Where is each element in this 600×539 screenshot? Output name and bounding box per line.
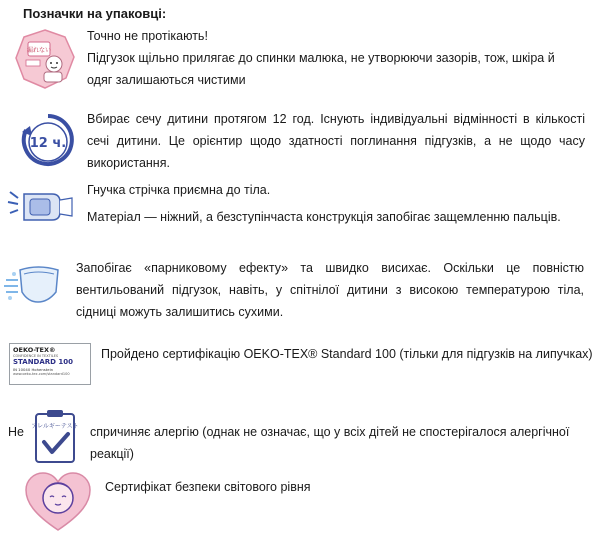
item-text-no-leak: Підгузок щільно прилягає до спинки малюка, не утворюючи зазорів, тож, шкіра й одяг залишаються чистими — [87, 51, 555, 87]
svg-text:漏れない: 漏れない — [26, 47, 52, 54]
item-line1-elastic: Гнучка стрічка приємна до тіла. — [87, 183, 271, 197]
oeko-tex-sub: CONFIDENCE IN TEXTILES — [13, 354, 59, 358]
item-text-safety-cert: Сертифікат безпеки світового рівня — [105, 480, 311, 494]
oeko-tex-title: OEKO-TEX® — [13, 346, 56, 354]
item-text-breathable: Запобігає «парниковому ефекту» та швидко висихає. Оскільки це повністю вентильований підгузок, навіть, у спітнілої дитини з високою температурою тіла, сідниці можуть залишитись сухими. — [76, 261, 584, 319]
breathable-diaper-icon — [4, 262, 66, 311]
heart-baby-icon — [24, 470, 92, 539]
item-text-oeko-tex: Пройдено сертифікацію OEKO-TEX® Standard 100 (тільки для підгузків на липучках) — [101, 347, 593, 361]
12-hours-clock-icon — [20, 112, 76, 173]
allergy-tested-clipboard-icon — [32, 408, 78, 469]
no-leak-badge-icon — [14, 28, 76, 95]
svg-text:12 ч.: 12 ч. — [29, 136, 67, 151]
item-prefix-allergy: Не — [8, 425, 24, 439]
oeko-tex-label-icon — [9, 343, 91, 385]
oeko-tex-code: IN 10040 Hohenstein — [13, 367, 54, 372]
oeko-tex-standard: STANDARD 100 — [13, 358, 74, 366]
oeko-tex-url: www.oeko-tex.com/standard100 — [13, 372, 70, 376]
item-title-no-leak: Точно не протікають! — [87, 29, 208, 43]
elastic-tape-icon — [4, 186, 74, 231]
item-text-12-hours: Вбирає сечу дитини протягом 12 год. Існують індивідуальні відмінності в кількості сечі дитини. Це орієнтир щодо здатності поглинання підгузків, а не щодо часу використання. — [87, 112, 585, 170]
section-heading: Позначки на упаковці: — [23, 6, 167, 21]
svg-text:アレルギーテスト: アレルギーテスト — [32, 423, 78, 430]
item-text-allergy: спричиняє алергію (однак не означає, що у всіх дітей не спостерігалося алергічної реакції) — [90, 425, 570, 461]
item-line2-elastic: Матеріал — ніжний, а безступінчаста конструкція запобігає защемленню пальців. — [87, 210, 561, 224]
